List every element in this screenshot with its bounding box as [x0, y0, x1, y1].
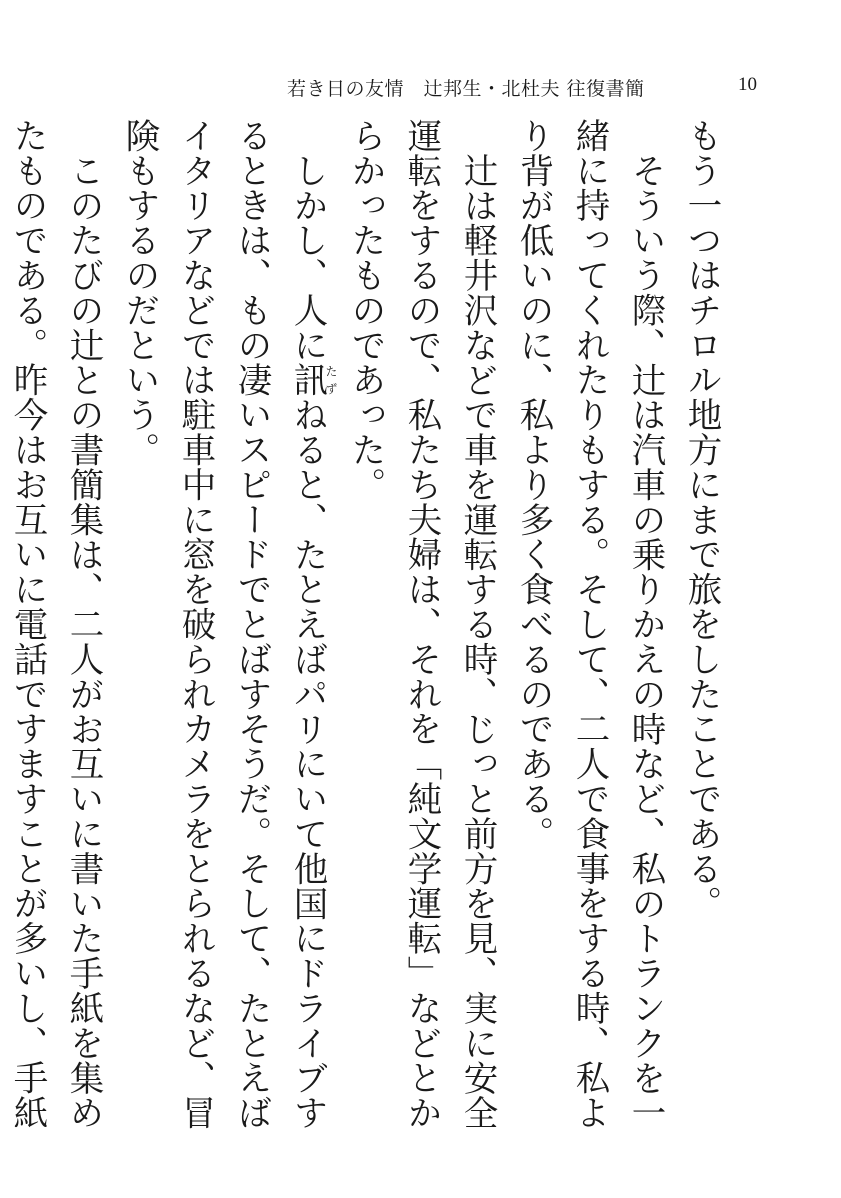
paragraph-2: そういう際、辻は汽車の乗りかえの時など、私のトランクを一緒に持ってくれたりもする。そして、二人で食事をする時、私より背が低いのに、私より多く食べるのである。 — [513, 118, 665, 1131]
paragraph-4-end: ねると、たとえばパリにいて他国にドライブするときは、もの凄いスピードでとばすそうだ。そして、たとえばイタリアなどでは駐車中に窓を破られカメラをとられるなど、冒険もするのだという。 — [119, 118, 327, 1131]
paragraph-3: 辻は軽井沢などで車を運転する時、じっと前方を見、実に安全運転をするので、私たち夫婦は、それを「純文学運転」などとからかったものであった。 — [345, 118, 497, 1131]
body-text — [7, 118, 729, 1138]
running-header: 若き日の友情 辻邦生・北杜夫 往復書簡 — [287, 78, 645, 100]
page-number: 10 — [738, 74, 757, 95]
ruby-tazu: 訊たず — [287, 361, 338, 397]
paragraph-5: このたびの辻との書簡集は、二人がお互いに書いた手紙を集めたものである。昨今はお互いに電話ですますことが多いし、手紙 — [7, 118, 103, 1131]
paragraph-1: もう一つはチロル地方にまで旅をしたことである。 — [681, 118, 721, 921]
paragraph-4-start: しかし、人に — [287, 152, 327, 362]
paragraph-4 — [111, 118, 337, 1138]
